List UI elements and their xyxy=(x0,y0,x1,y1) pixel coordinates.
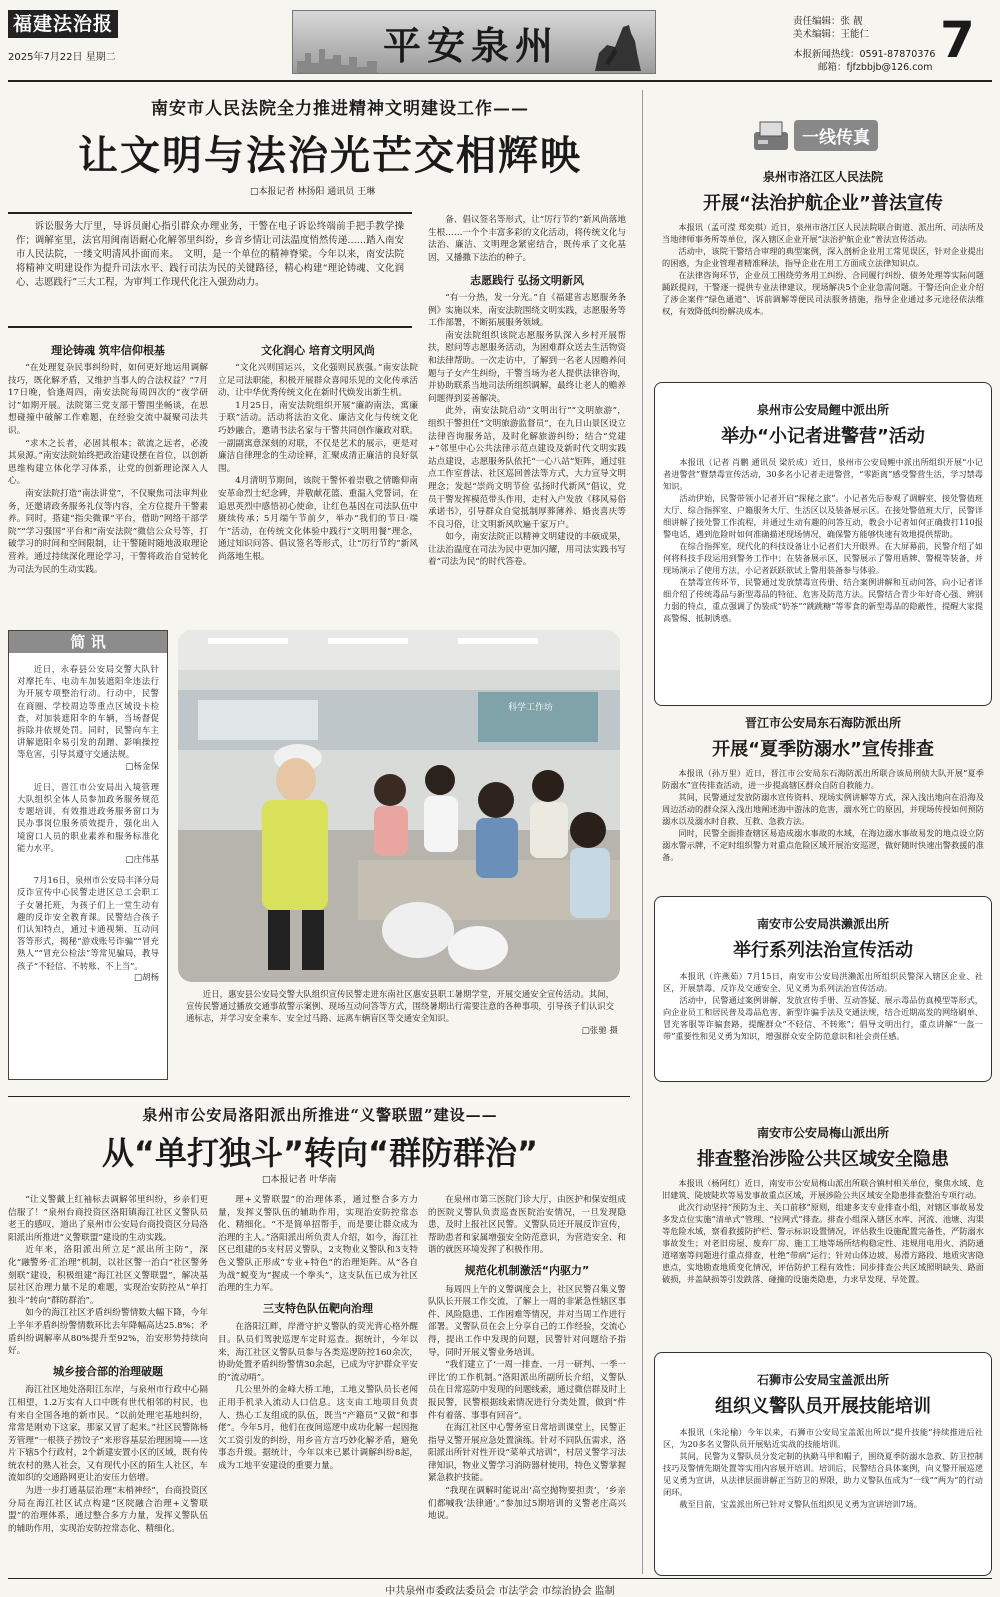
section-title: 平安泉州 xyxy=(383,23,560,68)
hotline: 本报新闻热线：0591-87870376 xyxy=(793,49,936,60)
paragraph: “我们建立了‘一周一排查、一月一研判、一季一评比’的工作机制。”洛阳派出所副所长介绍，义警队员在日常巡防中发现的问题线索，通过微信群及时上报民警，民警根据线索情况进行分类处置，做到“件件有着落、事事有回音”。 xyxy=(428,1360,626,1421)
brief-item-3 xyxy=(17,874,159,984)
section-title-theory: 理论铸魂 筑牢信仰根基 xyxy=(51,344,165,357)
paragraph: 海江社区地处洛阳江东岸，与泉州市行政中心隔江相望，1.2万实有人口中既有世代相邻的村民，也有来自全国各地的新市民。“以前处理宅基地纠纷，常常是刚劝下这家，那家又冒了起来。”社区民警陈杨芳管理“一根筷子捞饺子”来形容基层治理困境——这片下辖5个行政村，2个新建安置小区的区域，既有传统农村的熟人社会，又有现代小区的陌生人社区，车流如织的交通路网更让治安压力倍增。 xyxy=(8,1385,208,1484)
section-title-urban: 城乡接合部的治理破题 xyxy=(53,1364,163,1378)
email: 邮箱：fjfzbbjb@126.com xyxy=(818,62,933,73)
article-title: 举办“小记者进警营”活动 xyxy=(721,426,925,447)
brief-item-1 xyxy=(17,663,159,773)
page-number: 7 xyxy=(940,11,975,69)
paragraph: 4月清明节期间，该院干警怀着崇敬之情瞻仰南安革命烈士纪念碑，并敬献花篮、重温入党誓词，在追思英烈中感悟初心使命，让红色基因在司法队伍中赓续传承；5月端午节前夕，举办“我们的节日·端午”活动，在传统文化体验中践行“文明用餐”理念，通过知识问答、倡议签名等形式，让“厉行节约”新风尚落地生根。 xyxy=(218,476,418,562)
paragraph: “文化兴则国运兴，文化强则民族强。”南安法院立足司法职能，积极开展群众喜闻乐见的文化传承活动，让中华优秀传统文化在新时代焕发出新生机。 xyxy=(218,363,418,399)
frontline-label: 一线传真 xyxy=(794,120,878,151)
bottom-col3 xyxy=(428,1194,626,1574)
paragraph: 理+义警联盟”的治理体系，通过整合多方力量，发挥义警队伍的辅助作用，实现治安防控常态化、精细化。“不是简单招帮手，而是要让群众成为治理的主人。”洛阳派出所负责人介绍，如今，海江社区已组建的5支村居义警队，2支物业义警队和3支特色义警队正形成“专业+特色”的治理矩阵。从“各自为战”蜕变为“握成一个拳头”，这支队伍已成为社区治理的生力军。 xyxy=(218,1195,418,1294)
paragraph: 在海江社区中心警务室日常培训课堂上，民警正指导义警开展应急处置演练。针对不同队伍需求，洛阳派出所针对性开设“菜单式培训”，村居义警学习法律知识，物业义警学习消防器材使用，特色义警掌握紧急救护技能。 xyxy=(428,1423,626,1484)
paragraph: 近年来，洛阳派出所立足“派出所主防”，深化“融警务·汇治理”机制，以社区警一治白“社区警务刻联”建设，积极组建“海江社区义警联盟”，解决基层社区治理力量不足的难题，实现治安防控从“单打独斗”转向“群防群治”。 xyxy=(8,1245,208,1306)
right-article-1 xyxy=(654,166,992,372)
paper-name: 福建法治报 xyxy=(8,10,118,38)
masthead-rule xyxy=(8,80,992,82)
brief-author: □杨金保 xyxy=(125,761,159,772)
paragraph: 如今的海江社区矛盾纠纷警情数大幅下降，今年上半年矛盾纠纷警情数环比去年降幅高达25.8%；矛盾纠纷调解率从80%提升至92%，治安形势持续向好。 xyxy=(8,1308,208,1357)
brief-text: 近日，晋江市公安局出入境管理大队组织全体人员参加政务服务规范专题培训，有效推进政务服务窗口为民办事岗位服务质效提升，强化出入境窗口人员的职业素养和服务标准化能力水平。 xyxy=(17,781,159,853)
classroom-photo-illustration xyxy=(178,630,620,982)
lead-kicker: 南安市人民法院全力推进精神文明建设工作—— xyxy=(151,99,529,119)
wall-sign: 科学工作坊 xyxy=(508,703,554,713)
section-body-volunteer xyxy=(428,292,626,610)
footer-rule xyxy=(8,1578,992,1579)
section-title-volunteer: 志愿践行 弘扬文明新风 xyxy=(470,274,584,287)
article-org: 晋江市公安局东石海防派出所 xyxy=(744,716,901,730)
footer-text: 中共泉州市委政法委员会 市法学会 市综治协会 监制 xyxy=(385,1586,615,1597)
article-body xyxy=(663,1426,983,1510)
bottom-col2 xyxy=(218,1194,418,1574)
briefs-box xyxy=(8,630,168,1080)
fax-machine-icon xyxy=(752,120,790,152)
paragraph: 此次行动坚持“预防为主、关口前移”原则，组建多支专业排查小组，对辖区事故易发多发点位实施“清单式”管理、“拉网式”排查。排查小组深入辖区水库、河流、池塘、沟渠等危险水域，察看救援防护栏、警示标识设置情况，评估救生设施配置完备性，严防溺水事故发生；对老旧房屋、废弃厂房、施工工地等场所结构稳定性、违规用电用火、消防通道堵塞等问题进行重点排查，杜绝“带病”运行；针对山体边坡、易滑方路段、地质灾害隐患点，实地勘查地质变化情况，评估防护工程有效性；同步排查公共区域照明缺失、路面破损，井盖缺损等引发跌落、碰撞的设施类隐患，力求早发现、早处置。 xyxy=(662,1202,984,1284)
briefs-header: 简 讯 xyxy=(9,631,167,653)
issue-date: 2025年7月22日 星期二 xyxy=(8,52,116,63)
bottom-headline: 从“单打独斗”转向“群防群治” xyxy=(101,1134,539,1172)
section-body-culture xyxy=(218,362,418,564)
paragraph: 截至目前，宝盖派出所已针对义警队伍组织见义勇为宣讲培训7场。 xyxy=(679,1499,923,1509)
paragraph: 每周四上午的义警调度会上，社区民警召集义警队队长开展工作交流，了解上一周的非紧急性辖区事件、风险隐患、工作困难等情况，并对当周工作进行部署。义警队员在会上分享自己的工作经验，交流心得，提出工作中发现的问题，民警针对问题给予指导，同时开展义警业务培训。 xyxy=(428,1284,626,1358)
paragraph: 活动伊始，民警带领小记者开启“探秘之旅”。小记者先后参观了调解室、接处警值班大厅、综合指挥室、户籍服务大厅、生活区以及装备展示区。在接处警值班大厅，民警详细讲解了接处警工作流程，并通过生动有趣的问答互动，教会小记者如何正确拨打110报警电话，遇到危险时如何准确描述现场情况，确保警方能够快速有效地提供帮助。 xyxy=(663,493,983,539)
paragraph: 本报讯（记者 肖鹏 通讯员 梁於成）近日，泉州市公安局鲤中派出所组织开展“小记者进警营”暨禁毒宣传活动，30多名小记者走进警营，“零距离”感受警营生活，学习禁毒知识。 xyxy=(663,457,983,491)
article-body xyxy=(662,221,984,317)
paragraph: 几公里外的金峰大桥工地，工地义警队员长老闻正用手机录入流动人口信息。这支由工地项目负责人、热心工友组成的队伍，既当“产籍员”又做“和事佬”。今年5月，他们在夜间巡逻中成功化解一起因拖欠工资引发的纠纷，用乡音方言巧妙化解矛盾，避免事态升级。据统计，今年以来已累计调解纠纷8起，成为工地平安建设的重要力量。 xyxy=(218,1385,418,1471)
masthead xyxy=(0,0,1000,80)
lead-headline: 让文明与法治光芒交相辉映 xyxy=(78,133,582,179)
article-org: 南安市公安局梅山派出所 xyxy=(756,1126,889,1140)
paragraph: 在禁毒宣传环节，民警通过发放禁毒宣传册、结合案例讲解和互动问答，向小记者详细介绍了传统毒品与新型毒品的特征、危害及防范方法。民警结合青少年好奇心强、辨别力弱的特点，重点强调了伪装成“奶茶”“跳跳糖”等零食的新型毒品的隐蔽性，提醒大家提高警惕、抵制诱惑。 xyxy=(663,577,983,623)
paragraph: 在综合指挥室，现代化的科技设备让小记者们大开眼界。在大屏幕前，民警介绍了如何将科技手段运用到警务工作中；在装备展示区，民警展示了警用盾牌、警棍等装备，并现场演示了使用方法，小记者跃跃欲试上警用装备参与体验。 xyxy=(663,541,983,575)
right-article-3 xyxy=(654,712,992,888)
section-title-teams: 三支特色队伍靶向治理 xyxy=(263,1301,373,1315)
article-org: 泉州市公安局鲤中派出所 xyxy=(756,403,889,417)
article-body xyxy=(662,767,984,863)
paragraph: 本报讯（孟可滢 郑奕琪）近日，泉州市洛江区人民法院联合街道、派出所、司法所及当地律师事务所等单位，深入辖区企业开展“法治护航企业”普法宣传活动。 xyxy=(662,222,984,244)
article-title: 开展“夏季防溺水”宣传排查 xyxy=(712,739,934,760)
right-article-6 xyxy=(654,1352,992,1576)
paragraph: 本报讯（杨阿红）近日，南安市公安局梅山派出所联合镇村相关单位，聚焦水域、危旧建筑、陡坡陡坎等易发事故重点区域，开展涉险公共区域安全隐患排查整治专项行动。 xyxy=(662,1178,984,1200)
right-article-4 xyxy=(654,896,992,1082)
paragraph: 其间，民警为义警队员分发定制的执勤马甲和帽子，围绕夏季防溺水急救、防卫控制技巧及警情先期处置等实用内容展开培训。培训后，民警结合具体案例，向义警开展巡逻见义勇为宣讲，从法律层面讲解正当防卫的界限，助力义警队伍成为“一线”“两为”的行动闭环。 xyxy=(663,1451,983,1497)
paragraph: “求木之长者，必固其根本；欲流之远者，必浚其泉源。”南安法院始终把政治建设摆在首位，以创新思维构建立体化学习体系，让党的创新理论深入人心。 xyxy=(8,438,208,487)
paragraph: 活动中，民警通过案例讲解、发放宣传手册、互动答疑、展示毒品仿真模型等形式，向企业员工和居民普及毒品危害、新型诈骗手法及交通法规，结合近期高发的网络刷单、冒充客服等诈骗套路，提醒群众“不轻信、不转账”；倡导文明出行，重点讲解“一盔一带”重要性和见义勇为知识，增强群众安全防范意识和社会责任感。 xyxy=(663,995,983,1041)
brief-author: □胡杨 xyxy=(133,972,159,983)
column-divider xyxy=(642,90,643,1574)
paragraph: 本报讯（朱沦榆）今年以来，石狮市公安局宝盖派出所以“提升技能”持续推进后社区，为20多名义警队员开展贴近实战的技能培训。 xyxy=(663,1427,983,1449)
brief-text: 近日，永春县公安局交警大队针对摩托车、电动车加装遮阳伞违法行为开展专项整治行动。行动中，民警在商圈、学校周边等重点区域设卡检查，对加装遮阳伞的车辆，当场督促拆除并依规处罚。同时，民警向车主讲解遮阳伞易引发的刮蹭、影响操控等危害，引导其遵守交通法规。 xyxy=(17,664,159,760)
bottom-rule xyxy=(8,1096,630,1097)
bottom-kicker: 泉州市公安局洛阳派出所推进“义警联盟”建设—— xyxy=(142,1106,498,1124)
paragraph: 南安法院组织该院志愿服务队深入乡村开展帮扶，慰问等志愿服务活动，为困难群众送去生活物资和法律帮助。一次走访中，了解到一名老人因赡养问题与子女产生纠纷，干警当场为老人提供法律咨询，并协助联系当地司法所组织调解，最终让老人的赡养问题得到妥善解决。 xyxy=(428,330,626,404)
brief-author: □庄伟基 xyxy=(125,855,159,866)
article-org: 石狮市公安局宝盖派出所 xyxy=(756,1373,889,1387)
article-body xyxy=(663,456,983,624)
paragraph: “在处理复杂民事纠纷时，如何更好地运用调解技巧，既化解矛盾，又维护当事人的合法权益？”7月17日晚，恰逢周四，南安法院每周四次的“夜学研讨”如期开展。法院第三党支部干警围坐畅谈，在思想碰撞中破解工作难题，在经验交流中凝聚司法共识。 xyxy=(8,363,208,436)
news-photo xyxy=(178,630,620,982)
lead-col3-top: 备、倡议签名等形式，让“厉行节约”新风尚落地生根……一个个丰富多彩的文化活动，将传统文化与法治、廉洁、文明理念紧密结合，既传承了文化基因，又播撒下法治的种子。 xyxy=(428,215,626,263)
frontline-logo xyxy=(752,118,882,154)
editor-label: 责任编辑：张 靓 xyxy=(793,16,863,27)
brief-text: 7月16日，泉州市公安局丰泽分局反诈宣传中心民警走进区总工会职工子女暑托班，为孩子们上一堂生动有趣的反诈安全教育课。民警结合孩子们认知特点，通过卡通视频、互动问答等形式，揭秘“游戏账号诈骗”“冒充熟人”“冒充公检法”等常见骗局，教导孩子“不轻信、不转账、不上当”。 xyxy=(17,875,159,971)
paragraph: “有一分热，发一分光。”自《福建省志愿服务条例》实施以来，南安法院围绕文明实践，志愿服务等工作部署，不断拓展服务领域。 xyxy=(428,293,626,329)
statue-silhouette-icon xyxy=(585,17,647,73)
paragraph: 活动中，该院干警结合审理的典型案例，深入剖析企业用工常见误区，针对企业提出的困惑，为企业管理者精准释法，指导企业在用工方面成立法律知识点。 xyxy=(662,246,984,268)
paragraph: 本报讯（许燕茹）7月15日，南安市公安局洪濑派出所组织民警深入辖区企业、社区，开展禁毒、反诈及交通安全、见义勇为系列法治宣传活动。 xyxy=(663,971,983,993)
art-editor-label: 美术编辑：王能仁 xyxy=(793,29,870,40)
brief-item-2 xyxy=(17,781,159,866)
paragraph: 如今，南安法院正以精神文明建设的丰硕成果，让法治温度在司法为民中更加闪耀，用司法实践书写着“司法为民”的时代答卷。 xyxy=(428,532,626,568)
section-body-theory xyxy=(8,362,208,576)
paragraph: 1月25日，南安法院组织开展“廉韵南法，寓廉于联”活动。活动将法治文化、廉洁文化与传统文化巧妙融合，邀请书法名家与干警共同创作廉政对联。一副副寓意深刻的对联，不仅是艺术的展示，更是对廉洁自律理念的生动诠释，汇聚成清正廉洁的良好氛围。 xyxy=(218,400,418,474)
photo-credit: □张驰 摄 xyxy=(581,1026,618,1036)
bottom-col1 xyxy=(8,1194,208,1574)
article-org: 泉州市洛江区人民法院 xyxy=(762,170,883,184)
section-banner xyxy=(292,10,656,74)
article-body xyxy=(663,970,983,1042)
paragraph: 在洛阳江畔，岸滑守护义警队的荧光背心格外醒目。队员们驾驶巡逻车定时巡查。据统计，今年以来，海江社区义警队员参与各类巡逻防控160余次，协助处置矛盾纠纷警情30余起，已成为守护群众平安的“流动哨”。 xyxy=(218,1322,418,1383)
article-title: 排查整治涉险公共区域安全隐患 xyxy=(697,1149,949,1170)
paragraph: 此外，南安法院启动“文明出行”“文明旅游”，组织干警担任“文明旅游监督员”，在九日山景区设立法律咨询服务站，及时化解旅游纠纷；结合“党建+”邻里中心公共法律示范点建设及新时代文明实践站点建设，志愿服务队依托“一心八站”矩阵，通过驻点工作室普法、社区巡回普法等方式，大力宣导文明理念；发起“崇尚文明节俭 弘扬时代新风”倡议，党员干警发挥模范带头作用，走村入户发放《移风易俗承诺书》，引导群众自觉抵制厚葬薄养、婚丧喜庆等不良习俗，让文明新风吹遍千家万户。 xyxy=(428,406,626,530)
lead-intro: 诉讼服务大厅里，导诉员耐心指引群众办理业务，干警在电子诉讼终端前手把手教学操作；调解室里，法官用闽南语耐心化解邻里纠纷，乡音乡情让司法温度悄然传递……踏入南安市人民法院，一缕文明清风扑面而来。 文明，是一个单位的精神脊梁。今年以来，南安法院将精神文明建设作为提升司法水平、践行司法为民的关键路径，精心构建“理论铸魂、文化润心、志愿践行”三大工程，为审判工作现代化注入强劲动力。 xyxy=(16,221,404,288)
paragraph: 在法律咨询环节，企业员工围绕劳务用工纠纷、合同履行纠纷、债务处理等实际问题踊跃提问，干警逐一提供专业法律建议，现场解决5个企业急需问题。干警还向企业介绍了涉企案件“绿色通道”、诉前调解等便民司法服务措施，指导企业通过多元途径依法维权，有效降低纠纷解决成本。 xyxy=(662,270,984,316)
section-title-culture: 文化润心 培育文明风尚 xyxy=(261,344,375,357)
paragraph: 本报讯（孙万里）近日，晋江市公安局东石海防派出所联合该局刑侦大队开展“夏季防溺水”宣传排查活动，进一步提高辖区群众自防自救能力。 xyxy=(662,768,984,790)
bottom-byline: □本报记者 叶华南 xyxy=(262,1175,337,1185)
paragraph: 在泉州市第三医院门诊大厅，由医护和保安组成的医院义警队负责巡查医院治安情况，一旦发现隐患，及时上报社区民警。义警队员还开展反诈宣传，帮助患者和家属增强安全防范意识，为营造安全、和谐的就医环境发挥了积极作用。 xyxy=(428,1195,626,1256)
article-title: 组织义警队员开展技能培训 xyxy=(715,1396,931,1417)
lead-intro-box xyxy=(8,212,412,328)
paragraph: 南安法院打造“南法讲堂”，不仅聚焦司法审判业务，还邀请政务服务礼仪等内容，全方位提升干警素养。同时，搭建“指尖微课”平台，借助“网络干部学院”“学习强国”平台和“南安法院”微信公众号等，打破学习的时间和空间限制，让干警随时随地汲取理论营养。通过持续深化理论学习，干警将政治自觉转化为司法为民的生动实践。 xyxy=(8,488,208,575)
article-org: 南安市公安局洪濑派出所 xyxy=(756,917,889,931)
section-title-mechanism: 规范化机制激活“内驱力” xyxy=(464,1263,590,1277)
paragraph: “让义警戴上红袖标去调解邻里纠纷，乡亲们更信服了！”泉州台商投资区洛阳镇海江社区义警队员老王的感叹，道出了泉州市公安局台商投资区分局洛阳派出所推进“义警联盟”建设的生动实践。 xyxy=(8,1195,208,1243)
article-title: 开展“法治护航企业”普法宣传 xyxy=(703,193,943,214)
paragraph: 为进一步打通基层治理“末梢神经”，台商投资区分局在海江社区试点构建“区院融合治理+义警联盟”的治理体系，通过整合多方力量，发挥义警队伍的辅助作用，实现治安防控常态化、精细化。 xyxy=(8,1486,208,1534)
paragraph: 其间，民警通过发放防溺水宣传资料、现场实例讲解等方式，深入浅出地向在沿海及周边活动的群众深入浅出地阐述海中游泳的危害，溺水死亡的原因，并现场传授如何预防溺水以及溺水时自救、互救、急救方法。 xyxy=(662,792,984,826)
right-article-5 xyxy=(654,1122,992,1346)
photo-caption: 近日，惠安县公安局交警大队组织宣传民警走进东南社区惠安县职工暑期学堂，开展交通安全宣传活动。其间，宣传民警通过播放交通事故警示案例、现场互动问答等方式，围绕暑期出行需要注意的各种事项，引导孩子们认识交通标志，并学习安全乘车、安全过马路、远离车辆盲区等交通安全知识。 xyxy=(186,989,614,1023)
city-skyline-icon xyxy=(297,41,377,73)
article-body xyxy=(662,1177,984,1285)
lead-byline: □本报记者 林扬阳 通讯员 王琳 xyxy=(250,187,376,197)
paragraph: 同时，民警全面排查辖区易造成溺水事故的水域，在海边溺水事故易发的地点设立防溺水警示牌，不定时组织警力对重点危险区域开展治安巡逻，做好随时快速出警救援的准备。 xyxy=(662,828,984,862)
right-article-2 xyxy=(654,382,992,706)
paragraph: “我现在调解时能说出‘高空抛物要担责’，‘乡亲们都喊我‘法律通’。”参加过5期培训的义警老庄高兴地说。 xyxy=(428,1486,626,1522)
article-title: 举行系列法治宣传活动 xyxy=(733,940,913,961)
